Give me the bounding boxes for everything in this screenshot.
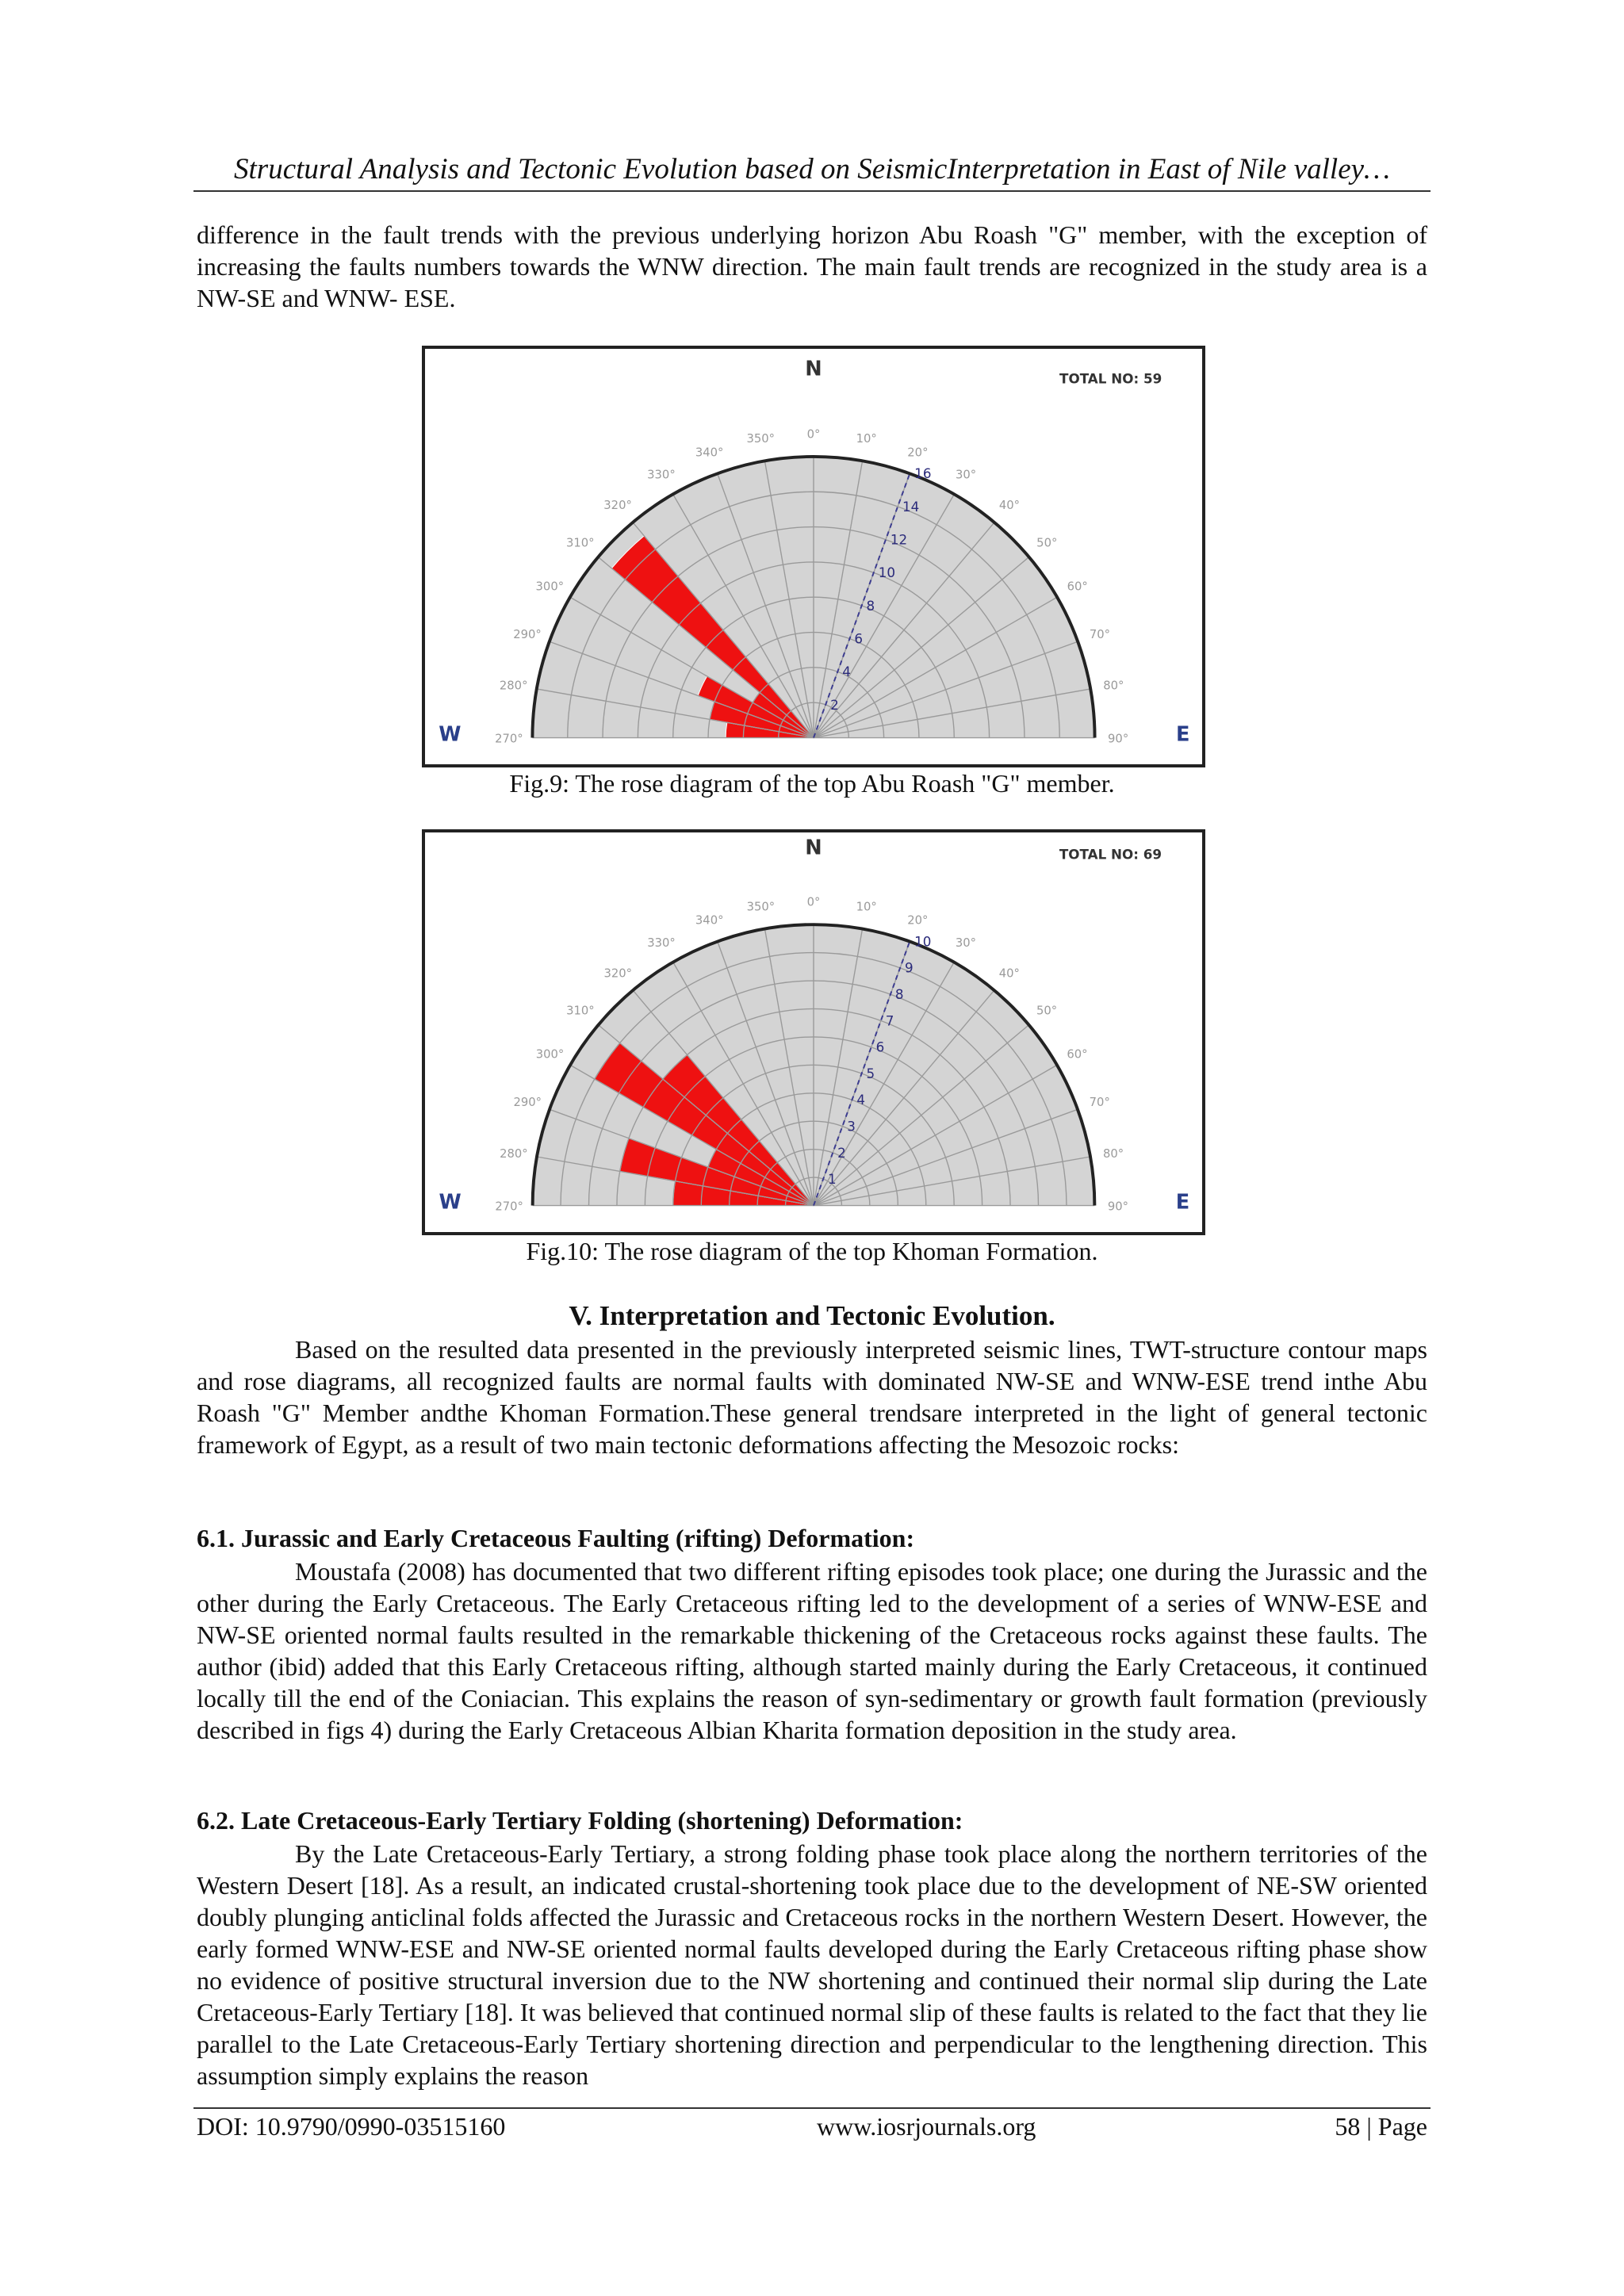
angle-label: 310°	[565, 536, 595, 550]
angle-label: 50°	[1036, 536, 1058, 550]
radial-tick-label: 16	[914, 465, 932, 482]
east-label: E	[1176, 722, 1190, 747]
radial-tick-label: 6	[875, 1039, 885, 1055]
angle-label: 270°	[495, 732, 523, 746]
figure-9	[422, 346, 1205, 767]
north-label: N	[805, 357, 822, 381]
radial-tick-label: 8	[866, 597, 875, 614]
angle-label: 290°	[513, 1096, 542, 1110]
radial-tick-label: 2	[837, 1144, 846, 1161]
radial-tick-label: 12	[890, 531, 908, 548]
angle-label: 40°	[998, 499, 1021, 513]
angle-label: 80°	[1102, 1146, 1124, 1161]
north-label: N	[805, 836, 822, 860]
angle-label: 320°	[603, 499, 632, 513]
total-count-label: TOTAL NO: 69	[1059, 846, 1162, 863]
radial-tick-label: 2	[830, 696, 839, 713]
angle-label: 270°	[495, 1200, 523, 1214]
radial-tick-label: 10	[878, 564, 896, 581]
footer-doi: DOI: 10.9790/0990-03515160	[197, 2112, 506, 2141]
subsection-6-1-paragraph: Moustafa (2008) has documented that two different rifting episodes took place; one during the Jurassic and the other during the Early Cretaceous. The Early Cretaceous rifting led to the development of a series of WNW-ESE and NW-SE oriented normal faults resulted in the remarkable thickening of the Cretaceous rocks against these faults. The author (ibid) added that this Early Cretaceous rifting, although started mainly during the Early Cretaceous, it continued locally till the end of the Coniacian. This explains the reason of syn-sedimentary or growth fault formation (previously described in figs 4) during the Early Cretaceous Albian Kharita formation deposition in the study area.	[197, 1557, 1427, 1744]
angle-label: 340°	[695, 913, 724, 928]
angle-label: 340°	[695, 446, 724, 460]
radial-tick-label: 14	[902, 498, 920, 515]
angle-label: 280°	[500, 1146, 528, 1161]
angle-label: 50°	[1036, 1004, 1058, 1018]
angle-label: 20°	[907, 913, 929, 928]
angle-label: 10°	[856, 432, 877, 446]
angle-label: 330°	[647, 936, 676, 950]
east-label: E	[1175, 1190, 1190, 1215]
angle-label: 280°	[499, 679, 528, 693]
figure-10	[422, 829, 1205, 1235]
subsection-6-1-heading: 6.1. Jurassic and Early Cretaceous Faulting (rifting) Deformation:	[197, 1524, 915, 1552]
subsection-6-2-heading: 6.2. Late Cretaceous-Early Tertiary Folding (shortening) Deformation:	[197, 1806, 963, 1835]
header-rule	[193, 190, 1431, 192]
radial-tick-label: 1	[828, 1171, 837, 1188]
radial-tick-label: 3	[847, 1118, 856, 1135]
footer-page-number: 58 | Page	[1335, 2112, 1427, 2141]
intro-paragraph: difference in the fault trends with the previous underlying horizon Abu Roash "G" member, with the exception of increasing the faults numbers towards the WNW direction. The main fault trends are recognized in the study area is a NW-SE and WNW- ESE.	[197, 220, 1427, 312]
angle-label: 90°	[1108, 732, 1129, 746]
angle-label: 290°	[513, 628, 542, 642]
footer-website: www.iosrjournals.org	[817, 2112, 1036, 2141]
angle-label: 40°	[998, 966, 1020, 981]
angle-label: 0°	[806, 427, 821, 442]
rose-diagram-10	[425, 832, 1202, 1232]
angle-label: 70°	[1089, 1096, 1110, 1110]
angle-label: 60°	[1067, 1047, 1088, 1062]
angle-label: 300°	[535, 1047, 565, 1062]
rose-diagram-9	[425, 349, 1202, 764]
radial-tick-label: 4	[842, 664, 851, 680]
running-title: Structural Analysis and Tectonic Evolution based on SeismicInterpretation in East of Nile valley…	[234, 153, 1390, 186]
angle-label: 70°	[1089, 628, 1111, 642]
angle-label: 60°	[1067, 580, 1088, 594]
angle-label: 0°	[806, 895, 821, 909]
radial-tick-label: 6	[854, 630, 864, 647]
footer-rule	[193, 2107, 1431, 2109]
angle-label: 80°	[1103, 679, 1124, 693]
angle-label: 300°	[535, 580, 565, 594]
angle-label: 330°	[647, 468, 676, 482]
radial-tick-label: 9	[904, 959, 914, 976]
figure-9-caption: Fig.9: The rose diagram of the top Abu Roash "G" member.	[509, 769, 1115, 798]
radial-tick-label: 5	[866, 1065, 875, 1081]
section-paragraph: Based on the resulted data presented in the previously interpreted seismic lines, TWT-structure contour maps and rose diagrams, all recognized faults are normal faults with dominated NW-SE and WNW-ESE trend inthe Abu Roash "G" Member andthe Khoman Formation.These general trendsare interpreted in the light of general tectonic framework of Egypt, as a result of two main tectonic deformations affecting the Mesozoic rocks:	[197, 1335, 1427, 1459]
west-label: W	[439, 722, 462, 747]
angle-label: 350°	[746, 432, 776, 446]
total-count-label: TOTAL NO: 59	[1059, 370, 1162, 387]
angle-label: 310°	[566, 1004, 595, 1018]
angle-label: 30°	[955, 936, 977, 950]
radial-tick-label: 4	[856, 1092, 866, 1108]
angle-label: 20°	[907, 446, 929, 460]
radial-tick-label: 8	[894, 986, 904, 1003]
angle-label: 90°	[1107, 1200, 1128, 1214]
west-label: W	[439, 1190, 462, 1215]
angle-label: 350°	[746, 900, 776, 914]
angle-label: 10°	[856, 900, 877, 914]
radial-tick-label: 10	[914, 933, 932, 950]
radial-tick-label: 7	[885, 1012, 894, 1029]
angle-label: 30°	[955, 468, 977, 482]
subsection-6-2-paragraph: By the Late Cretaceous-Early Tertiary, a strong folding phase took place along the northern territories of the Western Desert [18]. As a result, an indicated crustal-shortening took place due to the development of NE-SW oriented doubly plunging anticlinal folds affected the Jurassic and Cretaceous rocks in the northern Western Desert. However, the early formed WNW-ESE and NW-SE oriented normal faults developed during the Early Cretaceous rifting phase show no evidence of positive structural inversion due to the NW shortening and continued their normal slip during the Late Cretaceous-Early Tertiary [18]. It was believed that continued normal slip of these faults is related to the fact that they lie parallel to the Late Cretaceous-Early Tertiary shortening direction and perpendicular to the lengthening direction. This assumption simply explains the reason	[197, 1839, 1427, 2090]
angle-label: 320°	[603, 966, 632, 981]
section-heading: V. Interpretation and Tectonic Evolution.	[569, 1300, 1055, 1331]
figure-10-caption: Fig.10: The rose diagram of the top Khoman Formation.	[526, 1237, 1098, 1265]
